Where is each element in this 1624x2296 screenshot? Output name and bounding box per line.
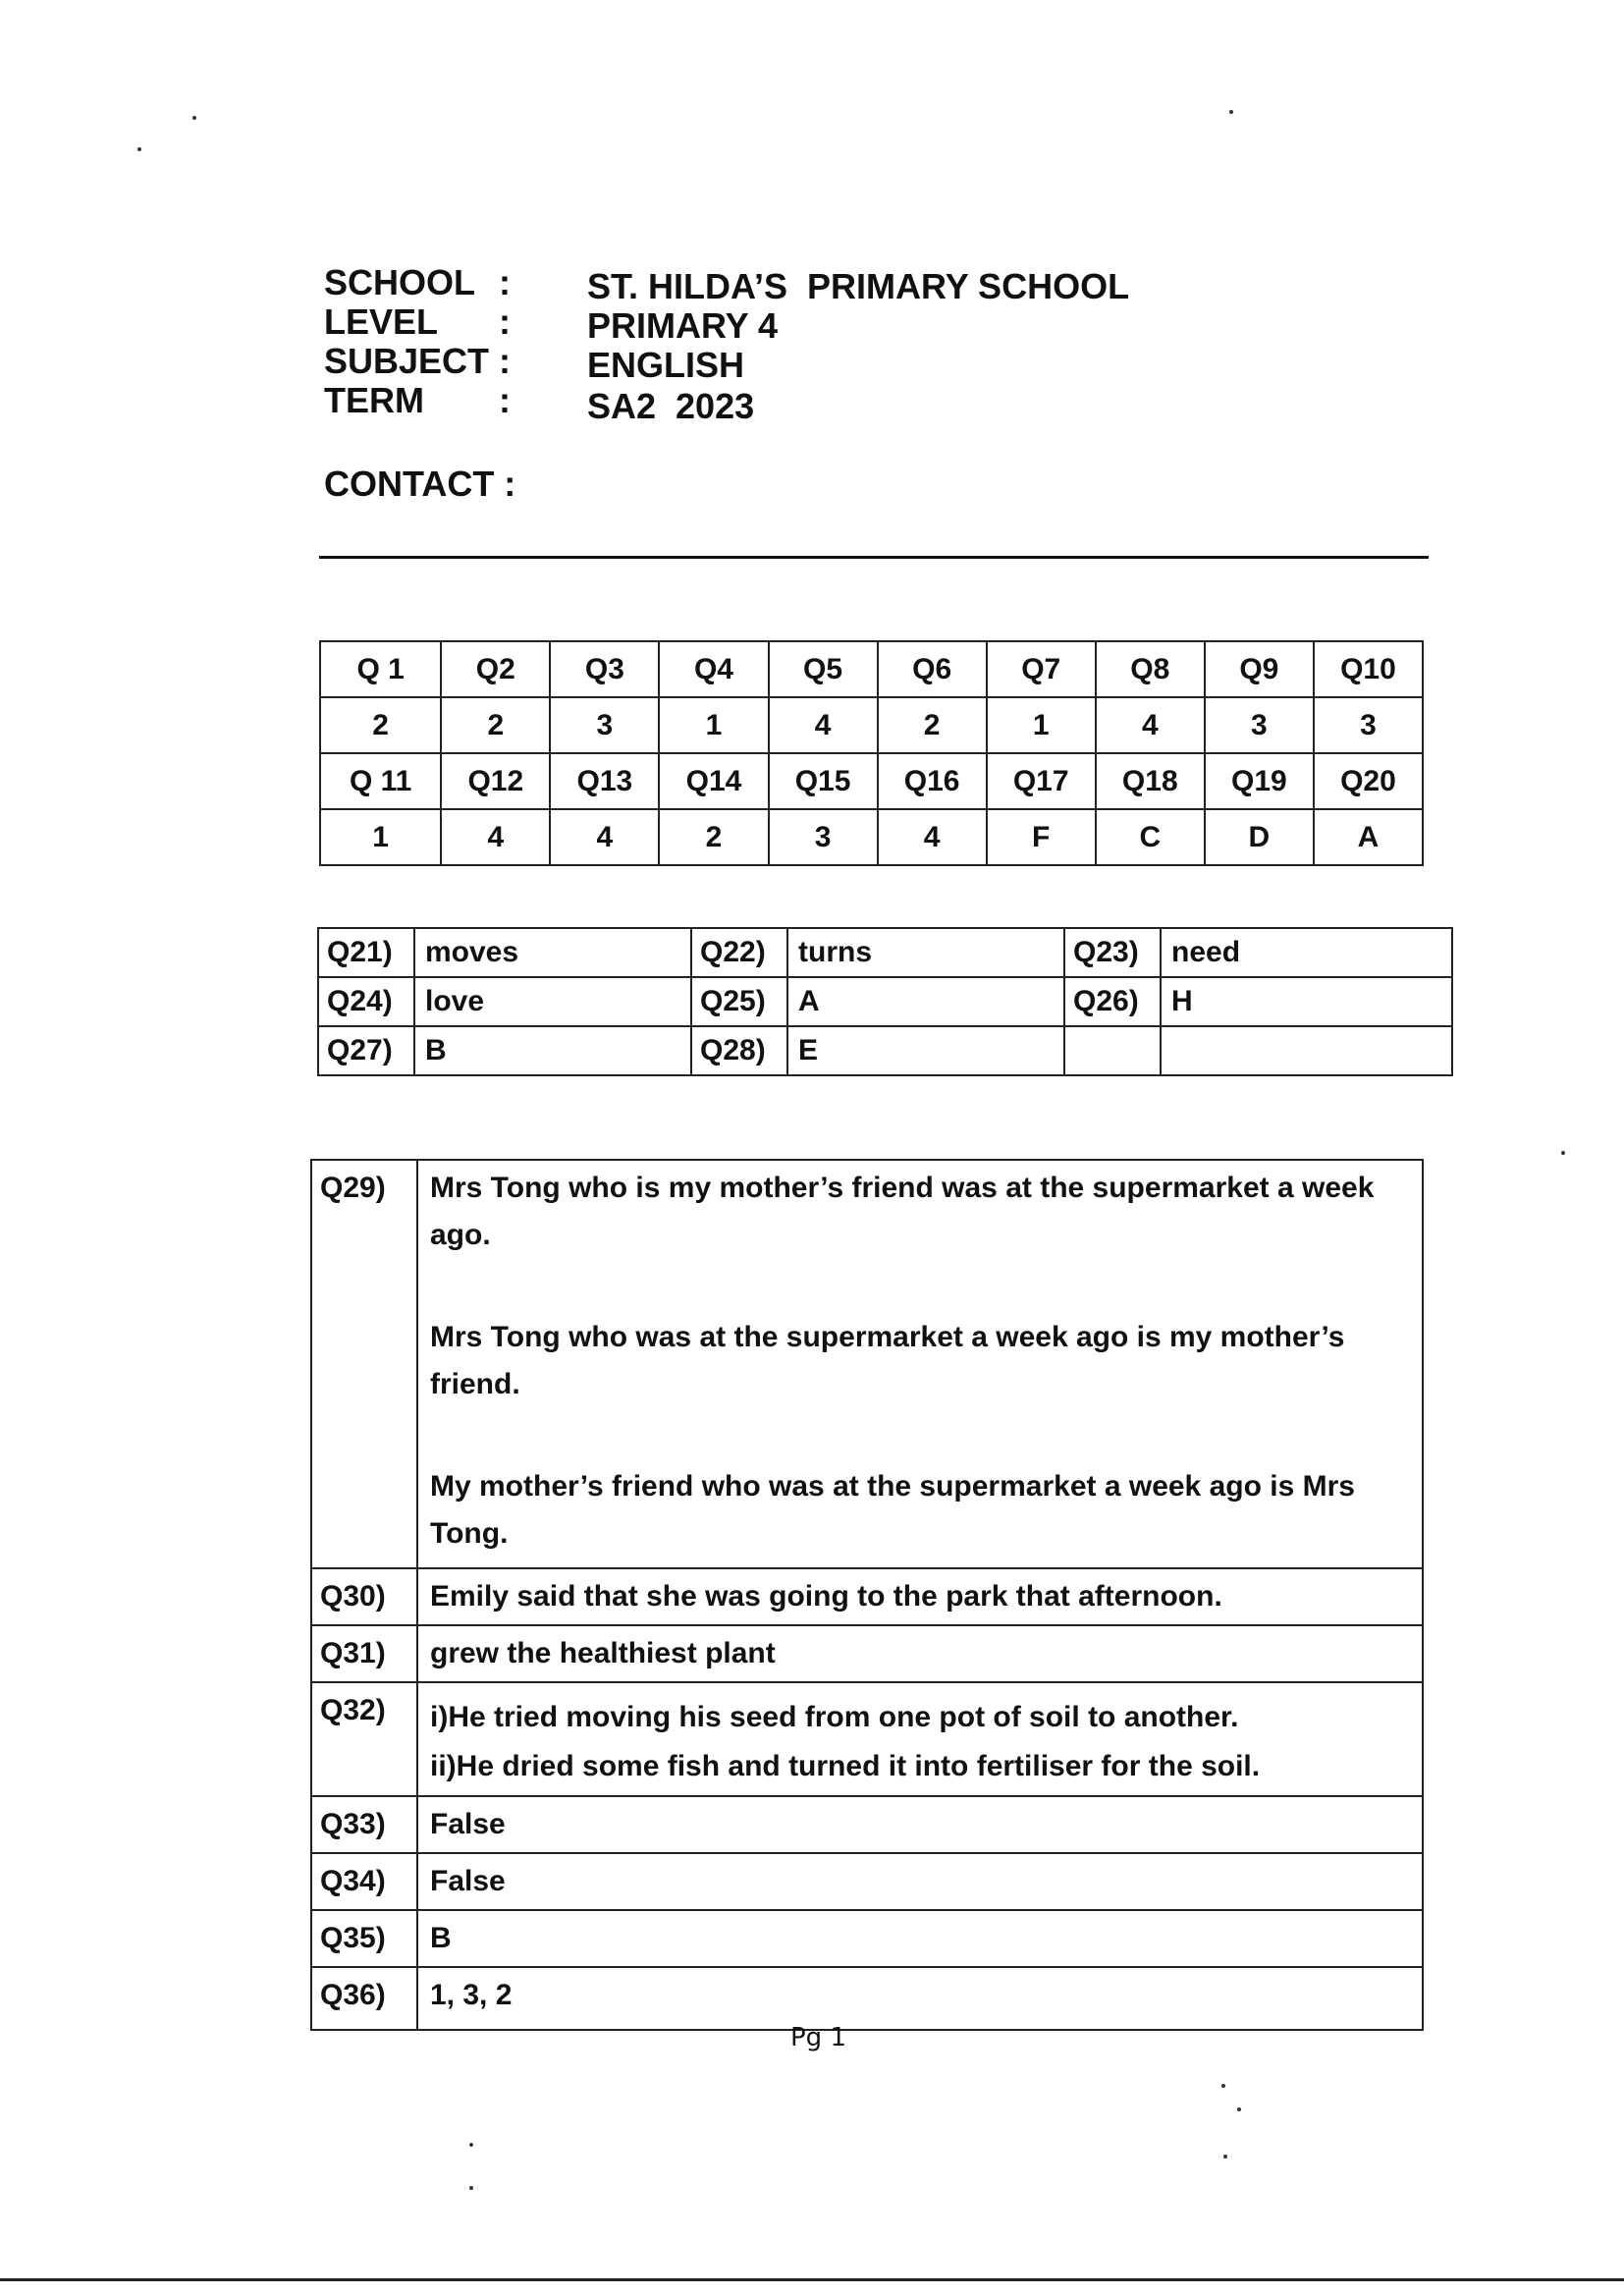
answer-cell: A — [787, 977, 1064, 1026]
mcq-answer-cell: 2 — [878, 697, 987, 753]
answer-cell: need — [1161, 928, 1452, 977]
answer-cell: grew the healthiest plant — [417, 1625, 1423, 1682]
table-row — [311, 1568, 1423, 1625]
scan-speck — [1223, 2155, 1227, 2159]
school-colon: : — [499, 262, 511, 302]
answer-cell: False — [417, 1796, 1423, 1853]
subject-label: SUBJECT — [324, 341, 490, 381]
answer-cell — [417, 1160, 1423, 1568]
level-value: PRIMARY 4 — [587, 305, 779, 346]
answer-cell: moves — [414, 928, 691, 977]
term-label: TERM — [324, 380, 424, 420]
mcq-answer-row — [320, 697, 1423, 753]
question-number: Q32) — [311, 1682, 417, 1796]
open-answer-table — [310, 1159, 1424, 2031]
question-number: Q35) — [311, 1910, 417, 1967]
question-number: Q30) — [311, 1568, 417, 1625]
scan-speck — [469, 2143, 473, 2147]
mcq-answer-cell: 3 — [1205, 697, 1314, 753]
table-row — [318, 977, 1452, 1026]
answer-line: Mrs Tong who was at the supermarket a week ago is my mother’s friend. — [430, 1321, 1345, 1400]
mcq-question-cell: Q10 — [1314, 641, 1423, 697]
question-number: Q36) — [311, 1967, 417, 2030]
answer-cell: B — [417, 1910, 1423, 1967]
mcq-question-cell: Q12 — [441, 753, 550, 809]
scan-speck — [469, 2186, 473, 2190]
question-number: Q24) — [318, 977, 414, 1026]
mcq-question-cell: Q6 — [878, 641, 987, 697]
mcq-answer-cell: 4 — [1096, 697, 1205, 753]
table-row — [311, 1910, 1423, 1967]
contact-label: CONTACT : — [324, 464, 516, 504]
question-number: Q23) — [1064, 928, 1161, 977]
answer-line: ii)He dried some fish and turned it into fertiliser for the soil. — [430, 1750, 1261, 1782]
table-row — [311, 1682, 1423, 1796]
mcq-answer-cell: 1 — [987, 697, 1096, 753]
scan-speck — [137, 147, 141, 151]
mcq-question-cell: Q17 — [987, 753, 1096, 809]
mcq-question-cell: Q4 — [659, 641, 768, 697]
question-number: Q26) — [1064, 977, 1161, 1026]
question-number: Q21) — [318, 928, 414, 977]
mcq-question-cell: Q19 — [1205, 753, 1314, 809]
mcq-question-cell: Q 11 — [320, 753, 441, 809]
question-number — [1064, 1026, 1161, 1075]
mcq-question-cell: Q7 — [987, 641, 1096, 697]
table-row — [311, 1967, 1423, 2030]
mcq-question-cell: Q5 — [769, 641, 878, 697]
table-row — [318, 1026, 1452, 1075]
question-number: Q27) — [318, 1026, 414, 1075]
school-value: ST. HILDA’S PRIMARY SCHOOL — [587, 266, 1130, 306]
answer-cell: False — [417, 1853, 1423, 1910]
question-number: Q33) — [311, 1796, 417, 1853]
answer-line: My mother’s friend who was at the supermarket a week ago is Mrs Tong. — [430, 1470, 1355, 1550]
mcq-answer-cell: 1 — [320, 809, 441, 865]
mcq-question-cell: Q15 — [769, 753, 878, 809]
mcq-answer-cell: 4 — [769, 697, 878, 753]
answer-cell: B — [414, 1026, 691, 1075]
answer-cell: turns — [787, 928, 1064, 977]
scan-speck — [1561, 1151, 1565, 1155]
question-number: Q34) — [311, 1853, 417, 1910]
term-value: SA2 2023 — [587, 386, 755, 426]
subject-value: ENGLISH — [587, 345, 745, 385]
mcq-answer-row — [320, 809, 1423, 865]
mcq-answer-table — [319, 640, 1424, 866]
level-colon: : — [499, 301, 511, 342]
mcq-answer-cell: 3 — [550, 697, 659, 753]
mcq-answer-cell: 2 — [441, 697, 550, 753]
mcq-answer-cell: 4 — [550, 809, 659, 865]
table-row — [311, 1625, 1423, 1682]
mcq-answer-cell: 2 — [320, 697, 441, 753]
mcq-answer-cell: 3 — [769, 809, 878, 865]
mcq-question-cell: Q8 — [1096, 641, 1205, 697]
mcq-answer-cell: 4 — [441, 809, 550, 865]
mcq-question-cell: Q20 — [1314, 753, 1423, 809]
mcq-question-cell: Q2 — [441, 641, 550, 697]
answer-cell: Emily said that she was going to the park that afternoon. — [417, 1568, 1423, 1625]
table-row — [311, 1853, 1423, 1910]
scan-speck — [1221, 2084, 1225, 2088]
answer-cell: love — [414, 977, 691, 1026]
cloze-answer-table — [317, 927, 1453, 1076]
level-label: LEVEL — [324, 301, 439, 342]
mcq-answer-cell: 3 — [1314, 697, 1423, 753]
mcq-answer-cell: D — [1205, 809, 1314, 865]
table-row — [311, 1796, 1423, 1853]
mcq-question-cell: Q9 — [1205, 641, 1314, 697]
answer-line: i)He tried moving his seed from one pot of soil to another. — [430, 1701, 1239, 1733]
answer-cell — [417, 1682, 1423, 1796]
mcq-answer-cell: 1 — [659, 697, 768, 753]
mcq-answer-cell: 4 — [878, 809, 987, 865]
table-row — [318, 928, 1452, 977]
answer-cell — [1161, 1026, 1452, 1075]
scan-speck — [1237, 2107, 1241, 2111]
mcq-question-cell: Q18 — [1096, 753, 1205, 809]
answer-cell: H — [1161, 977, 1452, 1026]
question-number: Q28) — [691, 1026, 787, 1075]
question-number: Q25) — [691, 977, 787, 1026]
mcq-answer-cell: C — [1096, 809, 1205, 865]
mcq-question-row — [320, 641, 1423, 697]
scan-speck — [192, 116, 196, 120]
scan-speck — [1229, 110, 1233, 114]
answer-line: Mrs Tong who is my mother’s friend was at the supermarket a week ago. — [430, 1172, 1375, 1251]
page-number: Pg 1 — [790, 2023, 846, 2052]
mcq-answer-cell: A — [1314, 809, 1423, 865]
question-number: Q29) — [311, 1160, 417, 1568]
mcq-question-cell: Q3 — [550, 641, 659, 697]
mcq-answer-cell: 2 — [659, 809, 768, 865]
school-label: SCHOOL — [324, 262, 476, 302]
mcq-question-cell: Q14 — [659, 753, 768, 809]
term-colon: : — [499, 380, 511, 420]
mcq-question-cell: Q16 — [878, 753, 987, 809]
table-row — [311, 1160, 1423, 1568]
mcq-question-cell: Q 1 — [320, 641, 441, 697]
mcq-question-row — [320, 753, 1423, 809]
header-divider — [319, 556, 1429, 559]
scan-edge-line — [0, 2278, 1624, 2281]
subject-colon: : — [499, 341, 511, 381]
mcq-question-cell: Q13 — [550, 753, 659, 809]
answer-cell: 1, 3, 2 — [417, 1967, 1423, 2030]
mcq-answer-cell: F — [987, 809, 1096, 865]
question-number: Q22) — [691, 928, 787, 977]
question-number: Q31) — [311, 1625, 417, 1682]
answer-cell: E — [787, 1026, 1064, 1075]
